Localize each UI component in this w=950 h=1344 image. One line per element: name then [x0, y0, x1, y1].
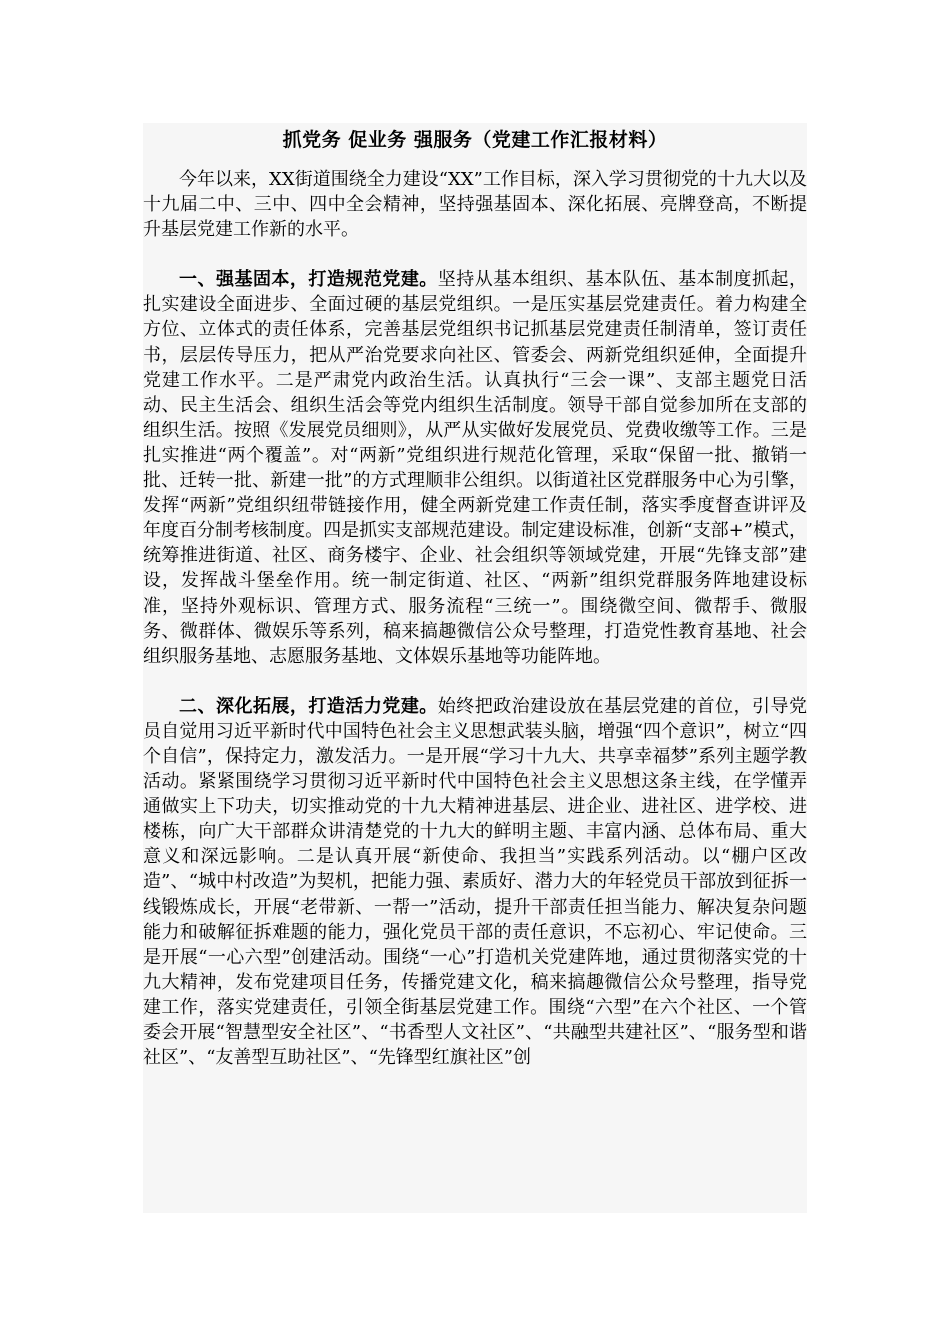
section-heading-1: 一、强基固本，打造规范党建。	[179, 269, 438, 291]
document-page	[143, 123, 807, 1213]
section-paragraph-2	[143, 694, 807, 1070]
section-body-2: 始终把政治建设放在基层党建的首位，引导党员自觉用习近平新时代中国特色社会主义思想武装头脑，增强“四个意识”，树立“四个自信”，保持定力，激发活力。一是开展“学习十九大、共享幸福梦”系列主题学教活动。紧紧围绕学习贯彻习近平新时代中国特色社会主义思想这条主线，在学懂弄通做实上下功夫，切实推动党的十九大精神进基层、进企业、进社区、进学校、进楼栋，向广大干部群众讲清楚党的十九大的鲜明主题、丰富内涵、总体布局、重大意义和深远影响。二是认真开展“新使命、我担当”实践系列活动。以“棚户区改造”、“城中村改造”为契机，把能力强、素质好、潜力大的年轻党员干部放到征拆一线锻炼成长，开展“老带新、一帮一”活动，提升干部责任担当能力、解决复杂问题能力和破解征拆难题的能力，强化党员干部的责任意识，不忘初心、牢记使命。三是开展“一心六型”创建活动。围绕“一心”打造机关党建阵地，通过贯彻落实党的十九大精神，发布党建项目任务，传播党建文化，稿来搞趣微信公众号整理，指导党建工作，落实党建责任，引领全街基层党建工作。围绕“六型”在六个社区、一个管委会开展“智慧型安全社区”、“书香型人文社区”、“共融型共建社区”、“服务型和谐社区”、“友善型互助社区”、“先锋型红旗社区”创	[143, 695, 807, 1069]
section-heading-2: 二、深化拓展，打造活力党建。	[179, 695, 438, 717]
intro-paragraph: 今年以来，XX街道围绕全力建设“XX”工作目标，深入学习贯彻党的十九大以及十九届二中、三中、四中全会精神，坚持强基固本、深化拓展、亮牌登高，不断提升基层党建工作新的水平。	[143, 169, 807, 241]
document-title: 抓党务 促业务 强服务（党建工作汇报材料）	[282, 129, 668, 151]
section-paragraph-1	[143, 267, 807, 669]
section-body-1: 坚持从基本组织、基本队伍、基本制度抓起，扎实建设全面进步、全面过硬的基层党组织。一是压实基层党建责任。着力构建全方位、立体式的责任体系，完善基层党组织书记抓基层党建责任制清单，签订责任书，层层传导压力，把从严治党要求向社区、管委会、两新党组织延伸，全面提升党建工作水平。二是严肃党内政治生活。认真执行“三会一课”、支部主题党日活动、民主生活会、组织生活会等党内组织生活制度。领导干部自觉参加所在支部的组织生活。按照《发展党员细则》，从严从实做好发展党员、党费收缴等工作。三是扎实推进“两个覆盖”。对“两新”党组织进行规范化管理，采取“保留一批、撤销一批、迁转一批、新建一批”的方式理顺非公组织。以街道社区党群服务中心为引擎，发挥“两新”党组织纽带链接作用，健全两新党建工作责任制，落实季度督查讲评及年度百分制考核制度。四是抓实支部规范建设。制定建设标准，创新“支部+”模式，统筹推进街道、社区、商务楼宇、企业、社会组织等领域党建，开展“先锋支部”建设，发挥战斗堡垒作用。统一制定街道、社区、“两新”组织党群服务阵地建设标准，坚持外观标识、管理方式、服务流程“三统一”。围绕微空间、微帮手、微服务、微群体、微娱乐等系列，稿来搞趣微信公众号整理，打造党性教育基地、社会组织服务基地、志愿服务基地、文体娱乐基地等功能阵地。	[143, 269, 807, 667]
